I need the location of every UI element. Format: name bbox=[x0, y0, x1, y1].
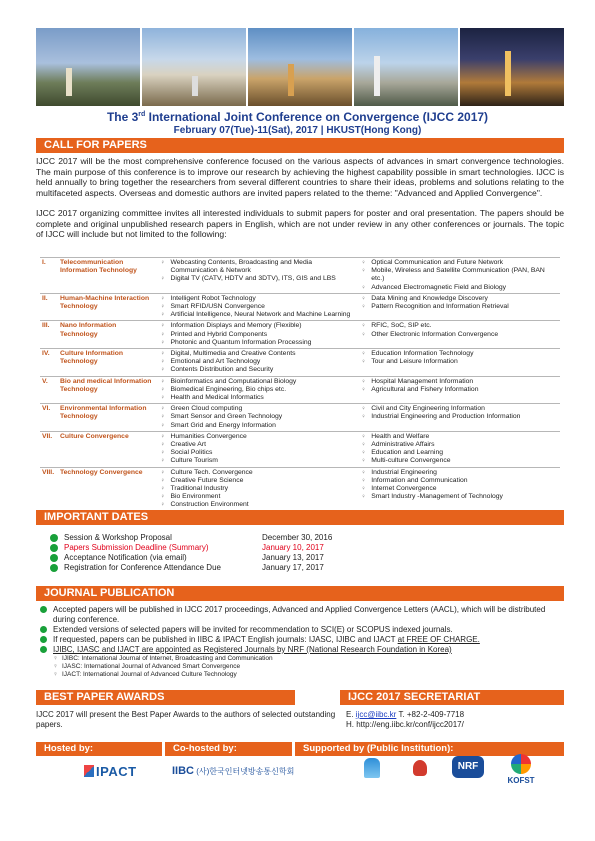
topic-item: ♀ Digital, Multimedia and Creative Contents bbox=[160, 350, 296, 358]
bullet-icon: ♀ bbox=[361, 414, 366, 421]
topic-category bbox=[40, 431, 158, 467]
bullet-icon: ♀ bbox=[160, 304, 165, 311]
bullet-icon: ♀ bbox=[361, 284, 366, 291]
bullet-icon: ♀ bbox=[160, 359, 165, 366]
bullet-icon: ♀ bbox=[361, 323, 366, 330]
topic-item: ♀ Webcasting Contents, Broadcasting and Media Communication & Network bbox=[160, 259, 313, 275]
topic-row bbox=[40, 293, 560, 321]
topic-category bbox=[40, 321, 158, 349]
topic-item: ♀ Green Cloud computing bbox=[160, 405, 243, 413]
topic-item: ♀ Data Mining and Knowledge Discovery bbox=[361, 294, 488, 302]
hong-kong-photo bbox=[248, 28, 352, 106]
journal-bullet: Accepted papers will be published in IJCC 2017 proceedings, Advanced and Applied Convergence Letters (AACL), which will be distributed during conference. bbox=[40, 605, 560, 625]
journal-subitem: ♀ IJIBC: International Journal of Internet, Broadcasting and Communication bbox=[53, 655, 273, 662]
category-name: Nano Information Technology bbox=[60, 322, 117, 338]
topic-items-right bbox=[359, 321, 560, 349]
secretariat-heading: IJCC 2017 SECRETARIAT bbox=[340, 690, 564, 705]
topic-category bbox=[40, 467, 158, 511]
bullet-icon: ♀ bbox=[160, 414, 165, 421]
bullet-icon: ♀ bbox=[160, 433, 165, 440]
bullet-icon: ♀ bbox=[361, 406, 366, 413]
category-number: V. bbox=[42, 377, 48, 385]
category-number: III. bbox=[42, 322, 50, 330]
topic-item: ♀ Information Displays and Memory (Flexible) bbox=[160, 322, 302, 330]
topic-item: ♀ Emotional and Art Technology bbox=[160, 358, 261, 366]
conference-dates-venue: February 07(Tue)-11(Sat), 2017 | HKUST(Hong Kong) bbox=[173, 125, 422, 136]
topic-items-left bbox=[158, 376, 359, 404]
header-photo-banner bbox=[36, 28, 564, 106]
topic-item: ♀ Bio Environment bbox=[160, 493, 221, 501]
journal-bullet: Extended versions of selected papers will be invited for recommendation to SCI(E) or SCOPUS indexed journals. bbox=[40, 625, 560, 635]
bullet-icon: ♀ bbox=[361, 295, 366, 302]
topic-item: ♀ Culture Tech. Convergence bbox=[160, 468, 253, 476]
topic-item: ♀ Civil and City Engineering Information bbox=[361, 405, 485, 413]
bullet-icon: ♀ bbox=[160, 323, 165, 330]
journal-publication-list bbox=[40, 605, 560, 679]
journal-bullet: IJIBC, IJASC and IJACT are appointed as Registered Journals by NRF (National Research Foundation in Korea) bbox=[40, 645, 560, 655]
topics-table bbox=[40, 257, 560, 512]
topic-items-left bbox=[158, 467, 359, 511]
topic-row bbox=[40, 467, 560, 511]
bullet-icon: ♀ bbox=[361, 433, 366, 440]
topic-category bbox=[40, 349, 158, 377]
bullet-icon bbox=[50, 534, 58, 542]
bullet-icon: ♀ bbox=[160, 331, 165, 338]
topic-item: ♀ Photonic and Quantum Information Processing bbox=[160, 338, 312, 346]
bullet-icon: ♀ bbox=[160, 422, 165, 429]
topic-item: ♀ Agricultural and Fishery Information bbox=[361, 385, 479, 393]
topic-items-left bbox=[158, 431, 359, 467]
category-number: VIII. bbox=[42, 468, 55, 476]
bullet-icon: ♀ bbox=[361, 442, 366, 449]
bullet-icon bbox=[40, 606, 47, 613]
bullet-icon: ♀ bbox=[361, 378, 366, 385]
bullet-icon: ♀ bbox=[160, 458, 165, 465]
topic-row bbox=[40, 431, 560, 467]
bullet-icon: ♀ bbox=[160, 260, 165, 266]
call-for-papers-heading: CALL FOR PAPERS bbox=[36, 138, 564, 153]
category-name: Environmental Information Technology bbox=[60, 405, 147, 421]
conference-header bbox=[0, 108, 595, 137]
topic-row bbox=[40, 321, 560, 349]
bullet-icon bbox=[40, 636, 47, 643]
topic-item: ♀ Health and Medical Informatics bbox=[160, 394, 264, 402]
bullet-icon: ♀ bbox=[53, 671, 58, 678]
best-paper-awards-heading: BEST PAPER AWARDS bbox=[36, 690, 295, 705]
topic-item: ♀ Tour and Leisure Information bbox=[361, 358, 458, 366]
hong-kong-photo bbox=[460, 28, 564, 106]
topic-row bbox=[40, 376, 560, 404]
bullet-icon bbox=[40, 626, 47, 633]
topic-item: ♀ Smart RFID/USN Convergence bbox=[160, 303, 265, 311]
topic-item: ♀ Biomedical Engineering, Bio chips etc. bbox=[160, 385, 287, 393]
date-row: Registration for Conference Attendance Due January 17, 2017 bbox=[50, 563, 332, 573]
cohosted-by-heading: Co-hosted by: bbox=[165, 742, 292, 756]
topic-item: ♀ Bioinformatics and Computational Biology bbox=[160, 377, 297, 385]
topic-item: ♀ Smart Grid and Energy Information bbox=[160, 421, 276, 429]
topic-items-left bbox=[158, 321, 359, 349]
topic-item: ♀ Artificial Intelligence, Neural Network and Machine Learning bbox=[160, 311, 351, 319]
topic-items-right bbox=[359, 376, 560, 404]
topic-item: ♀ Smart Sensor and Green Technology bbox=[160, 413, 283, 421]
hong-kong-photo bbox=[36, 28, 140, 106]
topic-items-right bbox=[359, 349, 560, 377]
bullet-icon: ♀ bbox=[361, 494, 366, 501]
bullet-icon: ♀ bbox=[160, 494, 165, 501]
date-row-highlighted: Papers Submission Deadline (Summary) January 10, 2017 bbox=[50, 543, 332, 553]
topic-category bbox=[40, 293, 158, 321]
bullet-icon: ♀ bbox=[361, 486, 366, 493]
bullet-icon: ♀ bbox=[361, 469, 366, 476]
hosted-by-heading: Hosted by: bbox=[36, 742, 162, 756]
topic-item: ♀ Industrial Engineering and Production Information bbox=[361, 413, 521, 421]
topic-item: ♀ Mobile, Wireless and Satellite Communication (PAN, BAN etc.) bbox=[361, 267, 545, 283]
bullet-icon: ♀ bbox=[160, 295, 165, 302]
bullet-icon: ♀ bbox=[361, 458, 366, 465]
topic-row bbox=[40, 349, 560, 377]
bullet-icon: ♀ bbox=[361, 260, 366, 266]
bullet-icon: ♀ bbox=[160, 395, 165, 402]
topic-item: ♀ Health and Welfare bbox=[361, 432, 430, 440]
bullet-icon: ♀ bbox=[361, 450, 366, 457]
topic-item: ♀ Other Electronic Information Convergence bbox=[361, 330, 499, 338]
category-name: Bio and medical Information Technology bbox=[60, 377, 152, 393]
topic-item: ♀ Hospital Management Information bbox=[361, 377, 474, 385]
topic-item: ♀ Pattern Recognition and Information Retrieval bbox=[361, 303, 509, 311]
bullet-icon: ♀ bbox=[160, 406, 165, 413]
topic-items-right bbox=[359, 293, 560, 321]
iibc-logo: IIBC (사)한국인터넷방송통신학회 bbox=[172, 765, 295, 777]
bullet-icon: ♀ bbox=[160, 378, 165, 385]
bullet-icon: ♀ bbox=[160, 477, 165, 484]
category-name: Telecommunication Information Technology bbox=[60, 259, 137, 275]
bullet-icon: ♀ bbox=[160, 450, 165, 457]
hong-kong-photo bbox=[142, 28, 246, 106]
journal-subitem: ♀ IJASC: International Journal of Advanced Smart Convergence bbox=[53, 663, 241, 670]
bullet-icon: ♀ bbox=[160, 469, 165, 476]
topic-row bbox=[40, 258, 560, 294]
topic-category bbox=[40, 376, 158, 404]
category-name: Culture Information Technology bbox=[60, 350, 124, 366]
topic-item: ♀ Creative Future Science bbox=[160, 476, 244, 484]
bullet-icon: ♀ bbox=[160, 442, 165, 449]
topic-item: ♀ RFIC, SoC, SIP etc. bbox=[361, 322, 432, 330]
category-name: Culture Convergence bbox=[60, 432, 129, 440]
intro-paragraph: IJCC 2017 will be the most comprehensive conference focused on the various aspects of advances in smart convergence technologies. The main purpose of this conference is to improve our research by achieving the highest capability possible in smart technologies. IJCC is held annually to bring together the researchers from several different countries to share their ideas, problems and solutions relating to the multifaceted aspects. Overseas and domestic authors are invited papers related to the theme: "Advanced and Applied Convergence". bbox=[36, 156, 564, 198]
topic-item: ♀ Contents Distribution and Security bbox=[160, 366, 274, 374]
journal-bullet: If requested, papers can be published in IIBC & IPACT English journals: IJASC, IJIBC and IJACT at FREE OF CHARGE. bbox=[40, 635, 560, 645]
ministry-logo bbox=[352, 758, 392, 780]
ipact-logo: IPACT bbox=[84, 764, 137, 779]
bullet-icon bbox=[50, 554, 58, 562]
submission-paragraph: IJCC 2017 organizing committee invites all interested individuals to submit papers for poster and oral presentation. The papers should be complete and original unpublished research papers in English, which are not under review in any other conferences or journals. The topic of IJCC will include but not limited to the following: bbox=[36, 208, 564, 240]
topic-item: ♀ Optical Communication and Future Network bbox=[361, 259, 504, 266]
topic-item: ♀ Traditional Industry bbox=[160, 485, 229, 493]
topic-item: ♀ Intelligent Robot Technology bbox=[160, 294, 256, 302]
topic-item: ♀ Internet Convergence bbox=[361, 485, 437, 493]
bullet-icon: ♀ bbox=[361, 386, 366, 393]
topic-items-left bbox=[158, 258, 359, 294]
bullet-icon: ♀ bbox=[160, 351, 165, 358]
topic-item: ♀ Education Information Technology bbox=[361, 350, 474, 358]
bullet-icon: ♀ bbox=[53, 663, 58, 670]
topic-items-left bbox=[158, 404, 359, 432]
bullet-icon: ♀ bbox=[160, 312, 165, 319]
ipact-mark-icon bbox=[84, 765, 94, 777]
topic-item: ♀ Industrial Engineering bbox=[361, 468, 437, 476]
topic-item: ♀ Administrative Affairs bbox=[361, 441, 435, 449]
email-link[interactable]: ijcc@iibc.kr bbox=[355, 710, 397, 719]
category-name: Technology Convergence bbox=[60, 468, 143, 476]
bullet-icon: ♀ bbox=[361, 304, 366, 311]
bullet-icon: ♀ bbox=[53, 655, 58, 662]
bullet-icon: ♀ bbox=[361, 351, 366, 358]
topic-row bbox=[40, 404, 560, 432]
conference-title: The 3rd International Joint Conference on Convergence (IJCC 2017) bbox=[106, 110, 489, 124]
topic-item: ♀ Information and Communication bbox=[361, 476, 468, 484]
important-dates-heading: IMPORTANT DATES bbox=[36, 510, 564, 525]
topic-item: ♀ Advanced Electromagnetic Field and Biology bbox=[361, 283, 507, 291]
topic-item: ♀ Construction Environment bbox=[160, 501, 249, 509]
category-name: Human-Machine Interaction Technology bbox=[60, 294, 150, 311]
bullet-icon: ♀ bbox=[361, 359, 366, 366]
topic-item: ♀ Humanities Convergence bbox=[160, 432, 247, 440]
bullet-icon: ♀ bbox=[160, 502, 165, 509]
bullet-icon: ♀ bbox=[361, 331, 366, 338]
bullet-icon: ♀ bbox=[361, 268, 366, 275]
hong-kong-photo bbox=[354, 28, 458, 106]
category-number: I. bbox=[42, 259, 46, 266]
date-row: Session & Workshop Proposal December 30, 2016 bbox=[50, 533, 332, 543]
bullet-icon: ♀ bbox=[160, 276, 165, 283]
important-dates-list bbox=[50, 533, 332, 573]
bullet-icon bbox=[50, 564, 58, 572]
topic-category bbox=[40, 404, 158, 432]
date-row: Acceptance Notification (via email) January 13, 2017 bbox=[50, 553, 332, 563]
topic-items-right bbox=[359, 258, 560, 294]
category-number: VI. bbox=[42, 405, 51, 413]
topic-item: ♀ Education and Learning bbox=[361, 449, 444, 457]
category-number: VII. bbox=[42, 432, 53, 440]
topic-item: ♀ Social Politics bbox=[160, 449, 213, 457]
category-number: IV. bbox=[42, 350, 50, 358]
bullet-icon bbox=[50, 544, 58, 552]
website-link[interactable]: H. http://eng.iibc.kr/conf/ijcc2017/ bbox=[346, 720, 464, 729]
topic-items-left bbox=[158, 349, 359, 377]
awards-text: IJCC 2017 will present the Best Paper Awards to the authors of selected outstanding papers. bbox=[36, 710, 336, 729]
topic-items-right bbox=[359, 467, 560, 511]
topic-item: ♀ Printed and Hybrid Components bbox=[160, 330, 268, 338]
bullet-icon: ♀ bbox=[361, 477, 366, 484]
topic-item: ♀ Culture Tourism bbox=[160, 457, 218, 465]
topic-items-left bbox=[158, 293, 359, 321]
journal-subitem: ♀ IJACT: International Journal of Advanced Culture Technology bbox=[53, 671, 237, 678]
nrf-logo: NRF bbox=[448, 756, 488, 780]
bullet-icon: ♀ bbox=[160, 367, 165, 374]
category-number: II. bbox=[42, 294, 48, 302]
hosts-bar bbox=[36, 742, 564, 756]
topic-items-right bbox=[359, 404, 560, 432]
topic-item: ♀ Creative Art bbox=[160, 441, 206, 449]
kofst-logo: KOFST bbox=[496, 754, 546, 785]
topic-item: ♀ Multi-culture Convergence bbox=[361, 457, 451, 465]
topic-category bbox=[40, 258, 158, 294]
secretariat-contact: E. ijcc@iibc.kr T. +82-2-409-7718 H. http://eng.iibc.kr/conf/ijcc2017/ bbox=[346, 710, 561, 730]
topic-item: ♀ Smart Industry -Management of Technology bbox=[361, 493, 503, 501]
bullet-icon: ♀ bbox=[160, 486, 165, 493]
broadcasting-commission-logo bbox=[400, 760, 440, 778]
topic-items-right bbox=[359, 431, 560, 467]
bullet-icon bbox=[40, 646, 47, 653]
topic-item: ♀ Digital TV (CATV, HDTV and 3DTV), ITS, GIS and LBS bbox=[160, 275, 336, 283]
journal-publication-heading: JOURNAL PUBLICATION bbox=[36, 586, 564, 601]
bullet-icon: ♀ bbox=[160, 386, 165, 393]
bullet-icon: ♀ bbox=[160, 339, 165, 346]
supported-by-heading: Supported by (Public Institution): bbox=[295, 742, 564, 756]
